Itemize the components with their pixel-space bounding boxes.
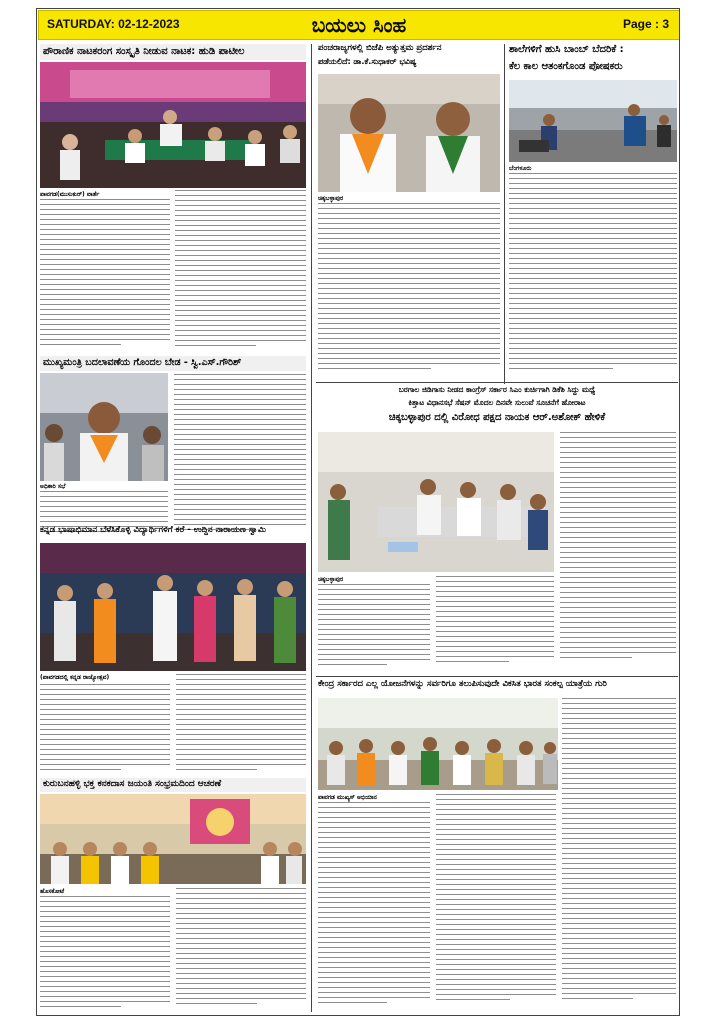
story-6-subheadline: ಕೆಲ ಕಾಲ ಆತಂಕಗೊಂಡ ಪೋಷಕರು [509,61,623,72]
page-number: Page : 3 [622,17,669,31]
story-7-caption: ಚಿಕ್ಕಬಳ್ಳಾಪುರ [318,576,344,583]
story-8-headline: ಕೇಂದ್ರ ಸರ್ಕಾರದ ಎಲ್ಲ ಯೋಜನೆಗಳನ್ನು ಸರ್ವರಿಗೂ ತಲುಪಿಸುವುದೇ ವಿಕಸಿತ ಭಾರತ ಸಂಕಲ್ಪ ಯಾತ್ರೆಯ ಗುರಿ [318,680,607,689]
story-6-caption: ಬೆಂಗಳೂರು [509,165,532,172]
story-8-caption: ಪಾವಗಡ ಮುಖ್ಯಸ್ ಅಭಿಯಾನ [318,794,377,801]
newspaper-title: ಬಯಲು ಸಿಂಹ [311,13,407,37]
story-6-headline: ಶಾಲೆಗಳಿಗೆ ಹುಸಿ ಬಾಂಬ್ ಬೆದರಿಕೆ : [509,44,624,55]
story-2-caption: ಅಧಿಕಾರಿ ಸಭೆ [40,483,66,490]
story-1-headline: ಪೌರಾಣಿಕ ನಾಟಕರಂಗ ಸಂಸ್ಕೃತಿ ನೀಡುವ ನಾಟಕ: ಹುಡಿ ಪಾಟೀಲ [40,44,306,60]
story-5-subheadline: ಪಡೆಯಲಿದೆ: ಡಾ.ಕೆ.ಸುಧಾಕರ್ ಭವಿಷ್ಯ [318,58,417,66]
story-3-headline: ಕನ್ನಡ ಭಾಷಾಭಿಮಾನ ಬೆಳೆಸಿಕೊಳ್ಳಿ ವಿದ್ಯಾರ್ಥಿಗಳಿಗೆ ಕರೆ - ಉದ್ದಿನ ನಾರಾಯಣ ಸ್ವಾಮಿ [40,526,267,535]
story-5-headline: ಪಂಚರಾಜ್ಯಗಳಲ್ಲಿ ಬಿಜೆಪಿ ಅತ್ಯುತ್ತಮ ಪ್ರದರ್ಶನ [318,44,442,53]
story-3-caption: (ಪಾವಗಡದಲ್ಲಿ ಕನ್ನಡ ರಾಜ್ಯೋತ್ಸವ) [40,674,110,681]
issue-date: SATURDAY: 02-12-2023 [47,17,180,31]
story-1-caption: ಪಾವಗಡ(ಮುಸುಕುರ್) ವಾರ್ತೆ [40,191,100,198]
page-frame [36,8,680,1016]
story-5-caption: ಚಿಕ್ಕಬಳ್ಳಾಪುರ [318,195,344,202]
story-7-headline: ಚಿಕ್ಕಬಳ್ಳಾಪುರ ದಲ್ಲಿ ವಿರೋಧ ಪಕ್ಷದ ನಾಯಕ ಆರ್.ಅಶೋಕ್ ಹೇಳಿಕೆ [388,412,606,423]
story-4-headline: ಕುರುಬನಹಳ್ಳಿ ಭಕ್ತ ಕನಕದಾಸ ಜಯಂತಿ ಸಂಭ್ರಮದಿಂದ ಆಚರಣೆ [40,778,306,792]
story-7-kicker-2: ಕಿತ್ತಾಟ ವಿಧಾನಸಭೆ ಸೆಷನ್ ಮೊದಲ ದಿನವೇ ಸುಲುವೆ ಸೂಚನೆಗೆ ಹೋರಾಟ [408,399,586,407]
story-2-headline: ಮುಖ್ಯಮಂತ್ರಿ ಬದಲಾವಣೆಯ ಗೊಂದಲ ಬೇಡ - ಸ್ವಿ.ಎಸ್.ಗೌರಿಶ್ [40,356,306,371]
story-7-kicker: ಬರಗಾಲ ಜಿಡಿಗಾಸು ನೀಡದ ಕಾಂಗ್ರೆಸ್ ಸರ್ಕಾರ ಸಿಎಂ ಕುರ್ಚಿಗಾಗಿ ಡಿಕೆಶಿ ಸಿದ್ದು ಮಧ್ಯೆ [398,386,596,394]
story-4-caption: ಹೊಸಕೋಟೆ [40,888,65,895]
